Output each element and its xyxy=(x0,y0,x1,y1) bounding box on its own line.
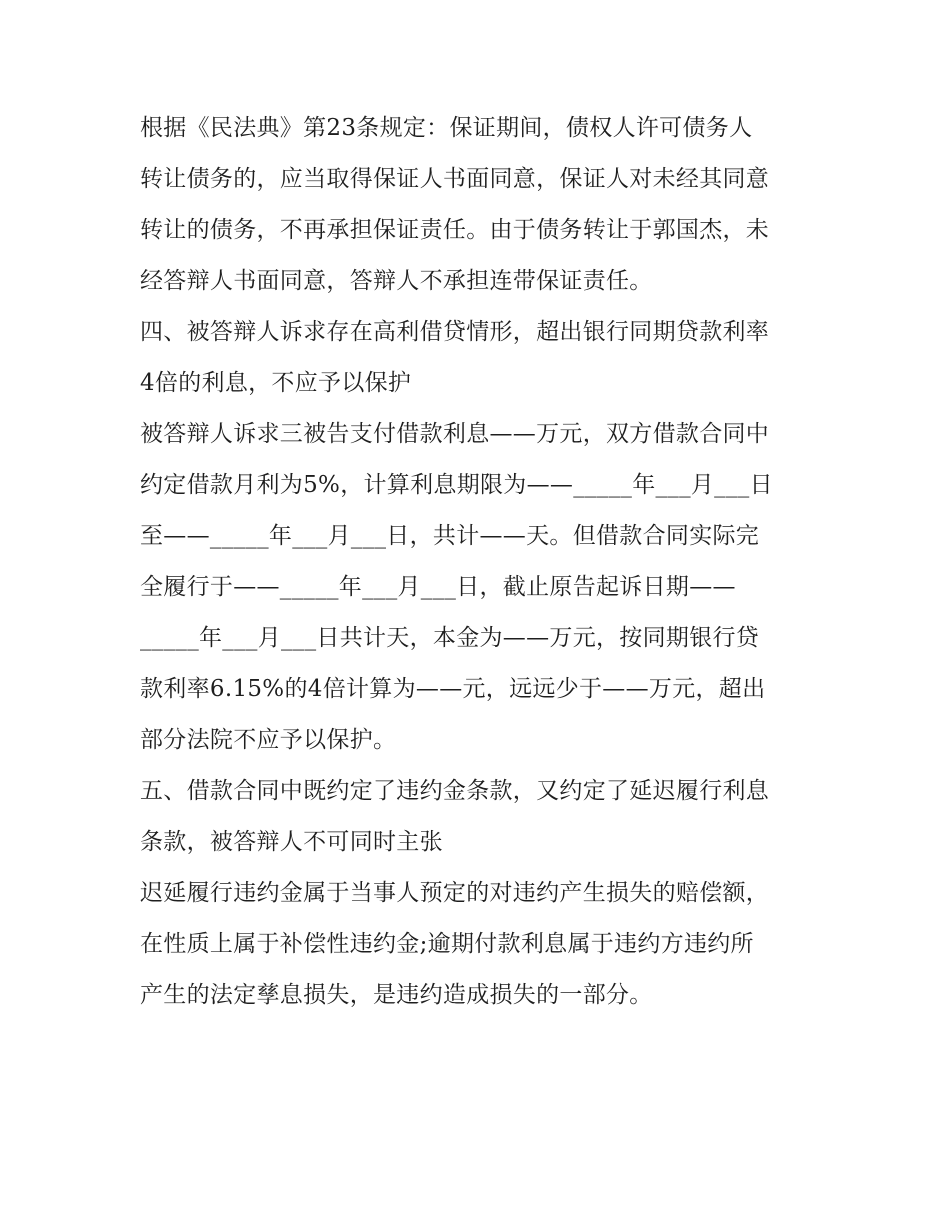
section-heading-line: 五、借款合同中既约定了违约金条款，又约定了延迟履行利息 xyxy=(140,778,770,804)
text-line: 根据《民法典》第23条规定：保证期间，债权人许可债务人 xyxy=(140,115,753,141)
text-line: 约定借款月利为5%，计算利息期限为——_____年___月___日 xyxy=(140,472,773,498)
text-line: 至——_____年___月___日，共计——天。但借款合同实际完 xyxy=(140,523,760,549)
section-heading-line: 条款，被答辩人不可同时主张 xyxy=(140,829,443,855)
text-line: 全履行于——_____年___月___日，截止原告起诉日期—— xyxy=(140,574,736,600)
text-line: 转让的债务，不再承担保证责任。由于债务转让于郭国杰，未 xyxy=(140,217,770,243)
text-line: 经答辩人书面同意，答辩人不承担连带保证责任。 xyxy=(140,268,653,294)
section-heading-line: 4倍的利息，不应予以保护 xyxy=(140,370,412,396)
text-line: 迟延履行违约金属于当事人预定的对违约产生损失的赔偿额， xyxy=(140,880,770,906)
section-heading-line: 四、被答辩人诉求存在高利借贷情形，超出银行同期贷款利率 xyxy=(140,319,770,345)
text-line: 部分法院不应予以保护。 xyxy=(140,727,397,753)
text-line: _____年___月___日共计天，本金为——万元，按同期银行贷 xyxy=(140,625,760,651)
text-line: 在性质上属于补偿性违约金;逾期付款利息属于违约方违约所 xyxy=(140,931,754,957)
text-line: 转让债务的，应当取得保证人书面同意，保证人对未经其同意 xyxy=(140,166,770,192)
document-body xyxy=(140,103,830,1021)
text-line: 款利率6.15%的4倍计算为——元，远远少于——万元，超出 xyxy=(140,676,766,702)
text-line: 产生的法定孳息损失，是违约造成损失的一部分。 xyxy=(140,982,653,1008)
text-line: 被答辩人诉求三被告支付借款利息——万元，双方借款合同中 xyxy=(140,421,770,447)
